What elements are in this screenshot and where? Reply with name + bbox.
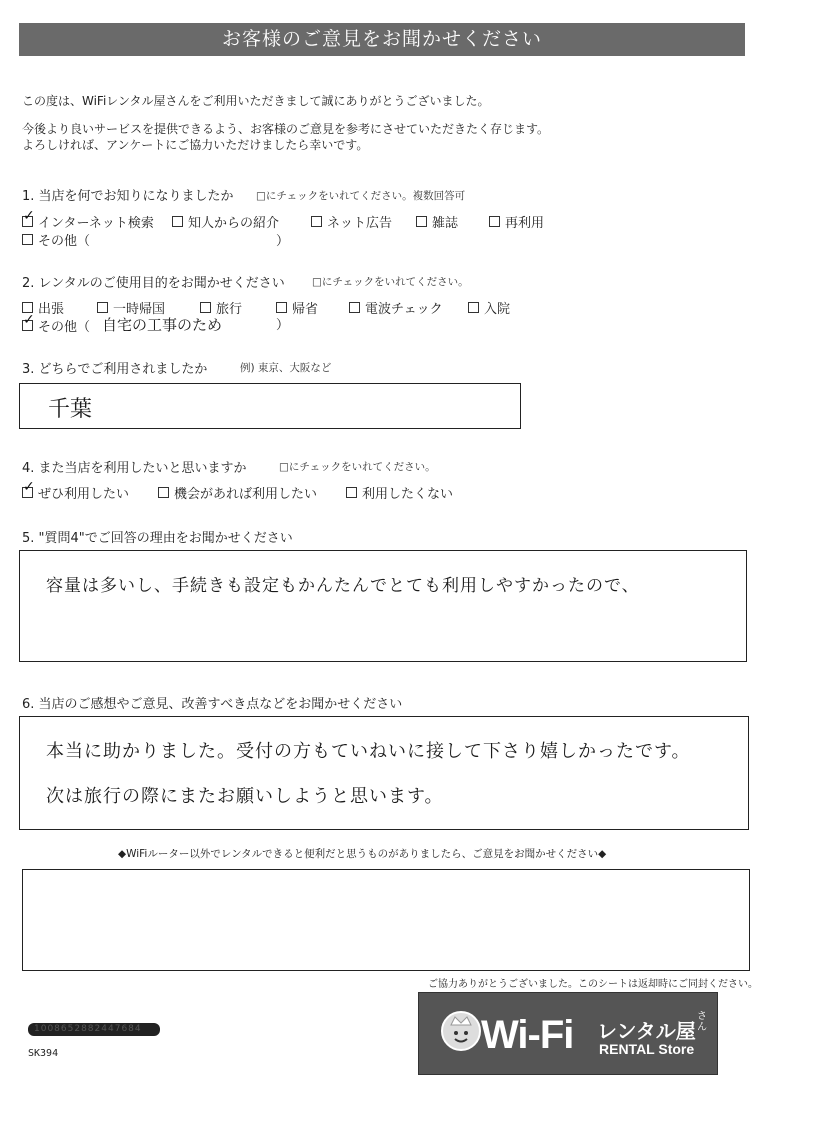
q7-answer-box[interactable]	[22, 869, 750, 971]
q4-title: 4. また当店を利用したいと思いますか	[22, 461, 247, 476]
intro-line-1: この度は、WiFiレンタル屋さんをご利用いただきまして誠にありがとうございました。	[22, 94, 490, 108]
barcode-text: 1008652882447684	[34, 1024, 142, 1034]
q6-answer-line-2: 次は旅行の際にまたお願いしようと思います。	[46, 786, 444, 807]
q2-note: □にチェックをいれてください。	[312, 276, 469, 288]
q1-note: □にチェックをいれてください。複数回答可	[256, 190, 466, 202]
intro-line-3: よろしければ、アンケートにご協力いただけましたら幸いです。	[22, 138, 369, 152]
q2-option-hospital[interactable]: 入院	[468, 298, 510, 317]
q7-title: ◆WiFiルーター以外でレンタルできると便利だと思うものがありましたら、ご意見をお聞かせください◆	[118, 848, 607, 860]
page-title: お客様のご意見をお聞かせください	[19, 23, 745, 56]
q1-option-ad[interactable]: ネット広告	[311, 212, 392, 231]
q3-note: 例) 東京、大阪など	[240, 362, 332, 374]
logo-jp-text: レンタル屋	[597, 1019, 696, 1043]
checkbox-icon[interactable]	[97, 302, 108, 313]
checkbox-icon[interactable]	[311, 216, 322, 227]
q2-option-homecoming[interactable]: 帰省	[276, 298, 318, 317]
brand-logo	[418, 992, 718, 1075]
q2-title: 2. レンタルのご使用目的をお聞かせください	[22, 276, 285, 291]
logo-en-text: RENTAL Store	[599, 1041, 695, 1057]
q5-answer-box[interactable]	[19, 550, 747, 662]
checkbox-icon[interactable]	[346, 487, 357, 498]
q4-option-no[interactable]: 利用したくない	[346, 483, 453, 502]
footer-thanks: ご協力ありがとうございました。このシートは返却時にご同封ください。	[428, 979, 758, 990]
checkbox-icon[interactable]	[276, 302, 287, 313]
q6-title: 6. 当店のご感想やご意見、改善すべき点などをお聞かせください	[22, 697, 403, 712]
sheet-code: SK394	[28, 1048, 59, 1059]
q3-title: 3. どちらでご利用されましたか	[22, 362, 208, 377]
q2-other-close: ）	[276, 318, 290, 333]
q2-option-signal-check[interactable]: 電波チェック	[349, 298, 443, 317]
q4-option-maybe[interactable]: 機会があれば利用したい	[158, 483, 317, 502]
checkbox-icon[interactable]	[158, 487, 169, 498]
checkbox-icon[interactable]	[416, 216, 427, 227]
q2-option-other[interactable]: ✓ その他（	[22, 316, 90, 335]
logo-san-text: さん	[697, 1011, 707, 1033]
q1-option-reuse[interactable]: 再利用	[489, 212, 544, 231]
q1-other-close: ）	[276, 234, 290, 249]
checkbox-icon[interactable]	[22, 234, 33, 245]
checkbox-checked-icon[interactable]	[22, 487, 33, 498]
q1-title: 1. 当店を何でお知りになりましたか	[22, 189, 234, 204]
q1-option-other[interactable]: その他（	[22, 230, 90, 249]
q6-answer-box[interactable]	[19, 716, 749, 830]
checkbox-icon[interactable]	[349, 302, 360, 313]
checkbox-icon[interactable]	[489, 216, 500, 227]
q1-option-internet[interactable]: ✓ インターネット検索	[22, 212, 154, 231]
q2-other-answer: 自宅の工事のため	[102, 316, 223, 334]
q2-option-temp-return[interactable]: 一時帰国	[97, 298, 165, 317]
logo-wifi-text: Wi-Fi	[481, 1013, 574, 1057]
checkbox-icon[interactable]	[172, 216, 183, 227]
checkbox-icon[interactable]	[468, 302, 479, 313]
q1-option-magazine[interactable]: 雑誌	[416, 212, 458, 231]
q2-option-business[interactable]: 出張	[22, 298, 64, 317]
checkbox-icon[interactable]	[200, 302, 211, 313]
q3-answer-box[interactable]	[19, 383, 521, 429]
intro-line-2: 今後より良いサービスを提供できるよう、お客様のご意見を参考にさせていただきたく存じます。	[22, 122, 550, 136]
q2-option-travel[interactable]: 旅行	[200, 298, 242, 317]
q3-answer: 千葉	[48, 397, 93, 422]
checkbox-checked-icon[interactable]	[22, 320, 33, 331]
checkbox-checked-icon[interactable]	[22, 216, 33, 227]
q1-option-referral[interactable]: 知人からの紹介	[172, 212, 279, 231]
crown-icon	[443, 1013, 479, 1049]
q4-note: □にチェックをいれてください。	[279, 461, 436, 473]
q4-option-definitely[interactable]: ✓ ぜひ利用したい	[22, 483, 129, 502]
redacted-barcode	[28, 1023, 160, 1036]
q5-title: 5. "質問4"でご回答の理由をお聞かせください	[22, 531, 293, 546]
q5-answer: 容量は多いし、手続きも設定もかんたんでとても利用しやすかったので、	[46, 576, 640, 596]
mascot-icon	[441, 1011, 481, 1051]
q6-answer-line-1: 本当に助かりました。受付の方もていねいに接して下さり嬉しかったです。	[46, 741, 691, 762]
